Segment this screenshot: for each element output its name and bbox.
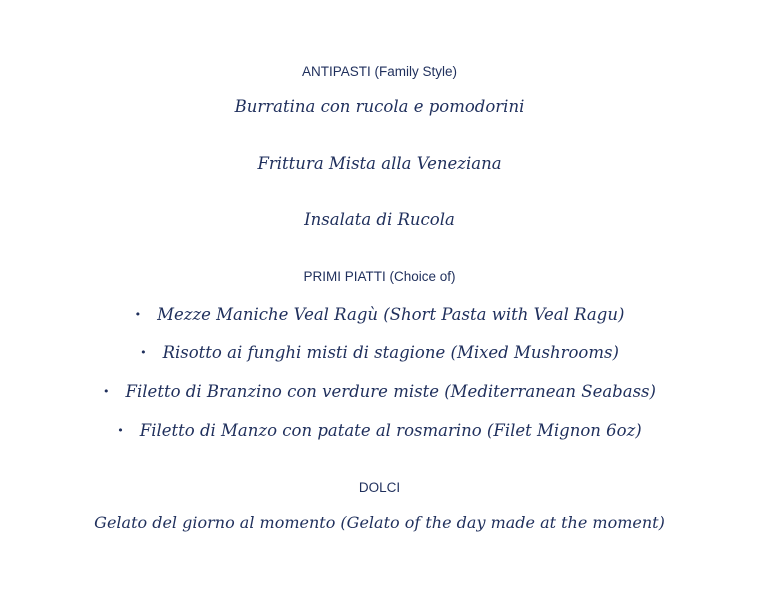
antipasti-item-frittura: Frittura Mista alla Veneziana	[257, 154, 502, 173]
primi-list-item	[0, 421, 759, 440]
primi-item-label: Mezze Maniche Veal Ragù (Short Pasta with Veal Ragu)	[157, 305, 625, 324]
bullet-icon: •	[134, 308, 142, 321]
antipasti-item-burratina: Burratina con rucola e pomodorini	[234, 97, 525, 116]
primi-item-label: Filetto di Branzino con verdure miste (Mediterranean Seabass)	[125, 382, 656, 401]
primi-item-label: Filetto di Manzo con patate al rosmarino (Filet Mignon 6oz)	[139, 421, 642, 440]
primi-list-item	[0, 343, 759, 362]
dolci-item-gelato: Gelato del giorno al momento (Gelato of the day made at the moment)	[94, 513, 665, 532]
antipasti-heading: ANTIPASTI (Family Style)	[301, 64, 457, 79]
bullet-icon: •	[117, 424, 124, 437]
bullet-icon: •	[103, 385, 110, 398]
primi-item-label: Risotto ai funghi misti di stagione (Mixed Mushrooms)	[162, 343, 619, 362]
bullet-icon: •	[140, 346, 147, 359]
antipasti-item-insalata: Insalata di Rucola	[304, 210, 455, 229]
primi-list-item	[0, 382, 759, 401]
primi-heading: PRIMI PIATTI (Choice of)	[303, 269, 456, 284]
primi-list-item	[0, 305, 759, 324]
dolci-heading: DOLCI	[358, 480, 401, 495]
